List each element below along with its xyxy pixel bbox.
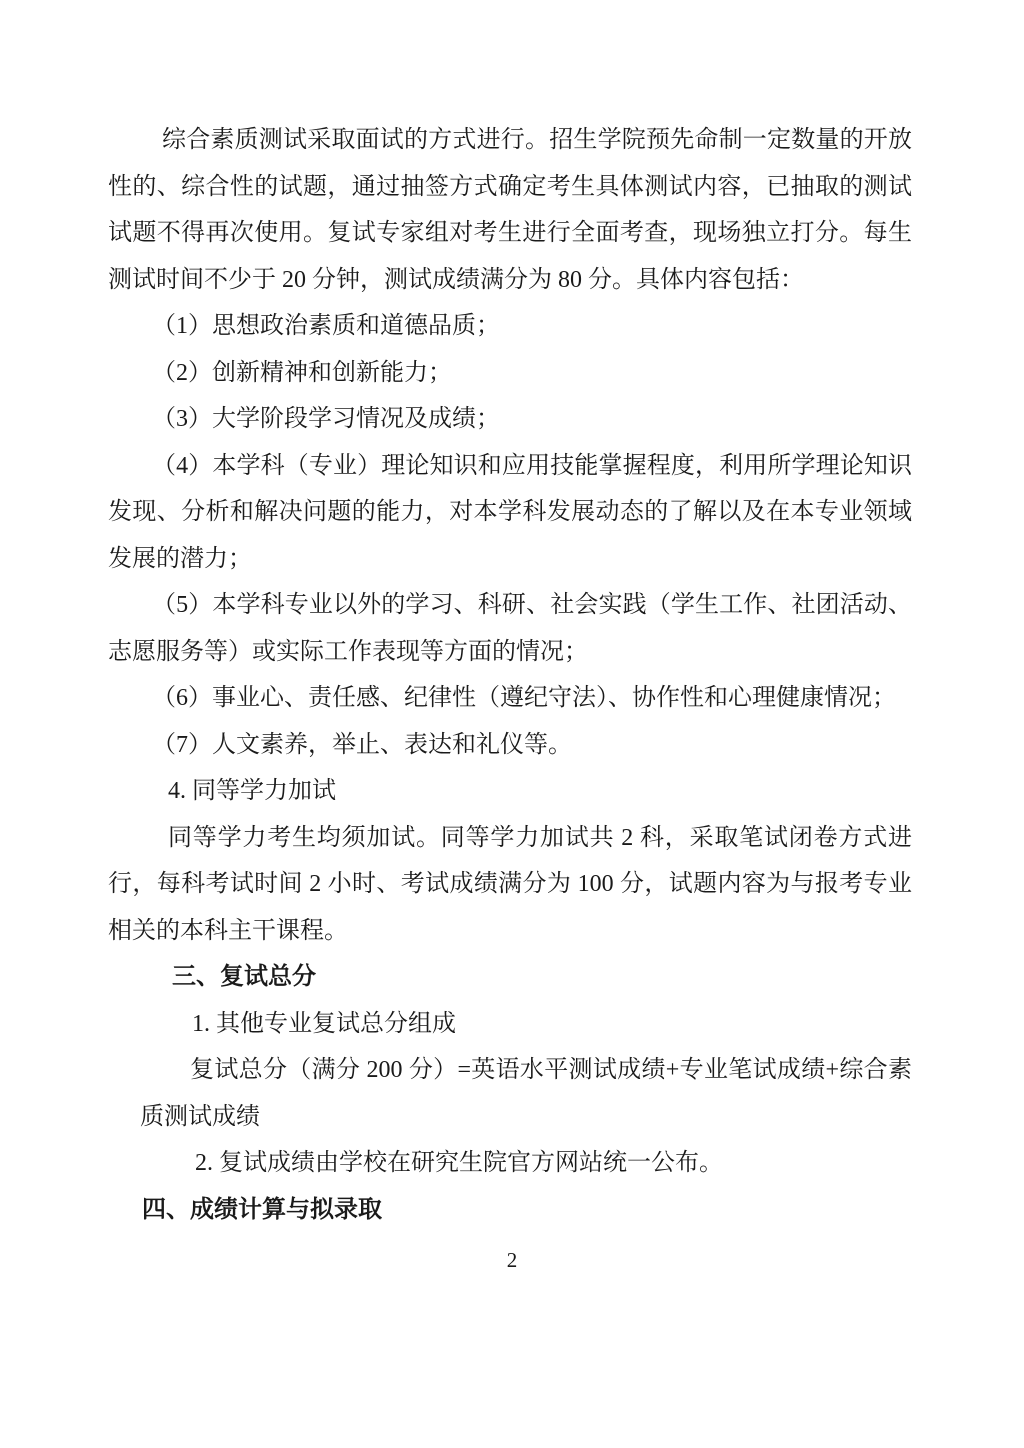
sub-item-2-score-publication: 2. 复试成绩由学校在研究生院官方网站统一公布。 xyxy=(195,1150,723,1176)
list-item-6: （6）事业心、责任感、纪律性（遵纪守法）、协作性和心理健康情况； xyxy=(152,685,896,711)
list-item-3: （3）大学阶段学习情况及成绩； xyxy=(152,406,500,432)
paragraph-comprehensive-quality-test: 综合素质测试采取面试的方式进行。招生学院预先命制一定数量的开放性的、综合性的试题，通过抽签方式确定考生具体测试内容，已抽取的测试试题不得再次使用。复试专家组对考生进行全面考查，现场独立打分。每生测试时间不少于 20 分钟，测试成绩满分为 80 分。具体内容包括： xyxy=(108,127,912,293)
paragraph-same-education-detail: 同等学力考生均须加试。同等学力加试共 2 科，采取笔试闭卷方式进行，每科考试时间 2 小时、考试成绩满分为 100 分，试题内容为与报考专业相关的本科主干课程。 xyxy=(108,824,912,944)
list-item-1: （1）思想政治素质和道德品质； xyxy=(152,313,500,339)
sub-item-1-score-composition: 1. 其他专业复试总分组成 xyxy=(192,1010,456,1037)
numbered-line-same-education-addtest: 4. 同等学力加试 xyxy=(168,778,336,804)
paragraph-score-formula: 复试总分（满分 200 分）=英语水平测试成绩+专业笔试成绩+综合素质测试成绩 xyxy=(140,1057,912,1130)
list-item-4: （4）本学科（专业）理论知识和应用技能掌握程度，利用所学理论知识发现、分析和解决问题的能力，对本学科发展动态的了解以及在本专业领域发展的潜力； xyxy=(108,452,912,572)
list-item-2: （2）创新精神和创新能力； xyxy=(152,359,452,386)
section-heading-retest-total-score: 三、复试总分 xyxy=(172,964,316,990)
section-heading-score-calculation: 四、成绩计算与拟录取 xyxy=(142,1196,382,1223)
list-item-5: （5）本学科专业以外的学习、科研、社会实践（学生工作、社团活动、志愿服务等）或实际工作表现等方面的情况； xyxy=(108,592,912,665)
list-item-7: （7）人文素养，举止、表达和礼仪等。 xyxy=(152,731,572,758)
page-number: 2 xyxy=(506,1248,518,1272)
